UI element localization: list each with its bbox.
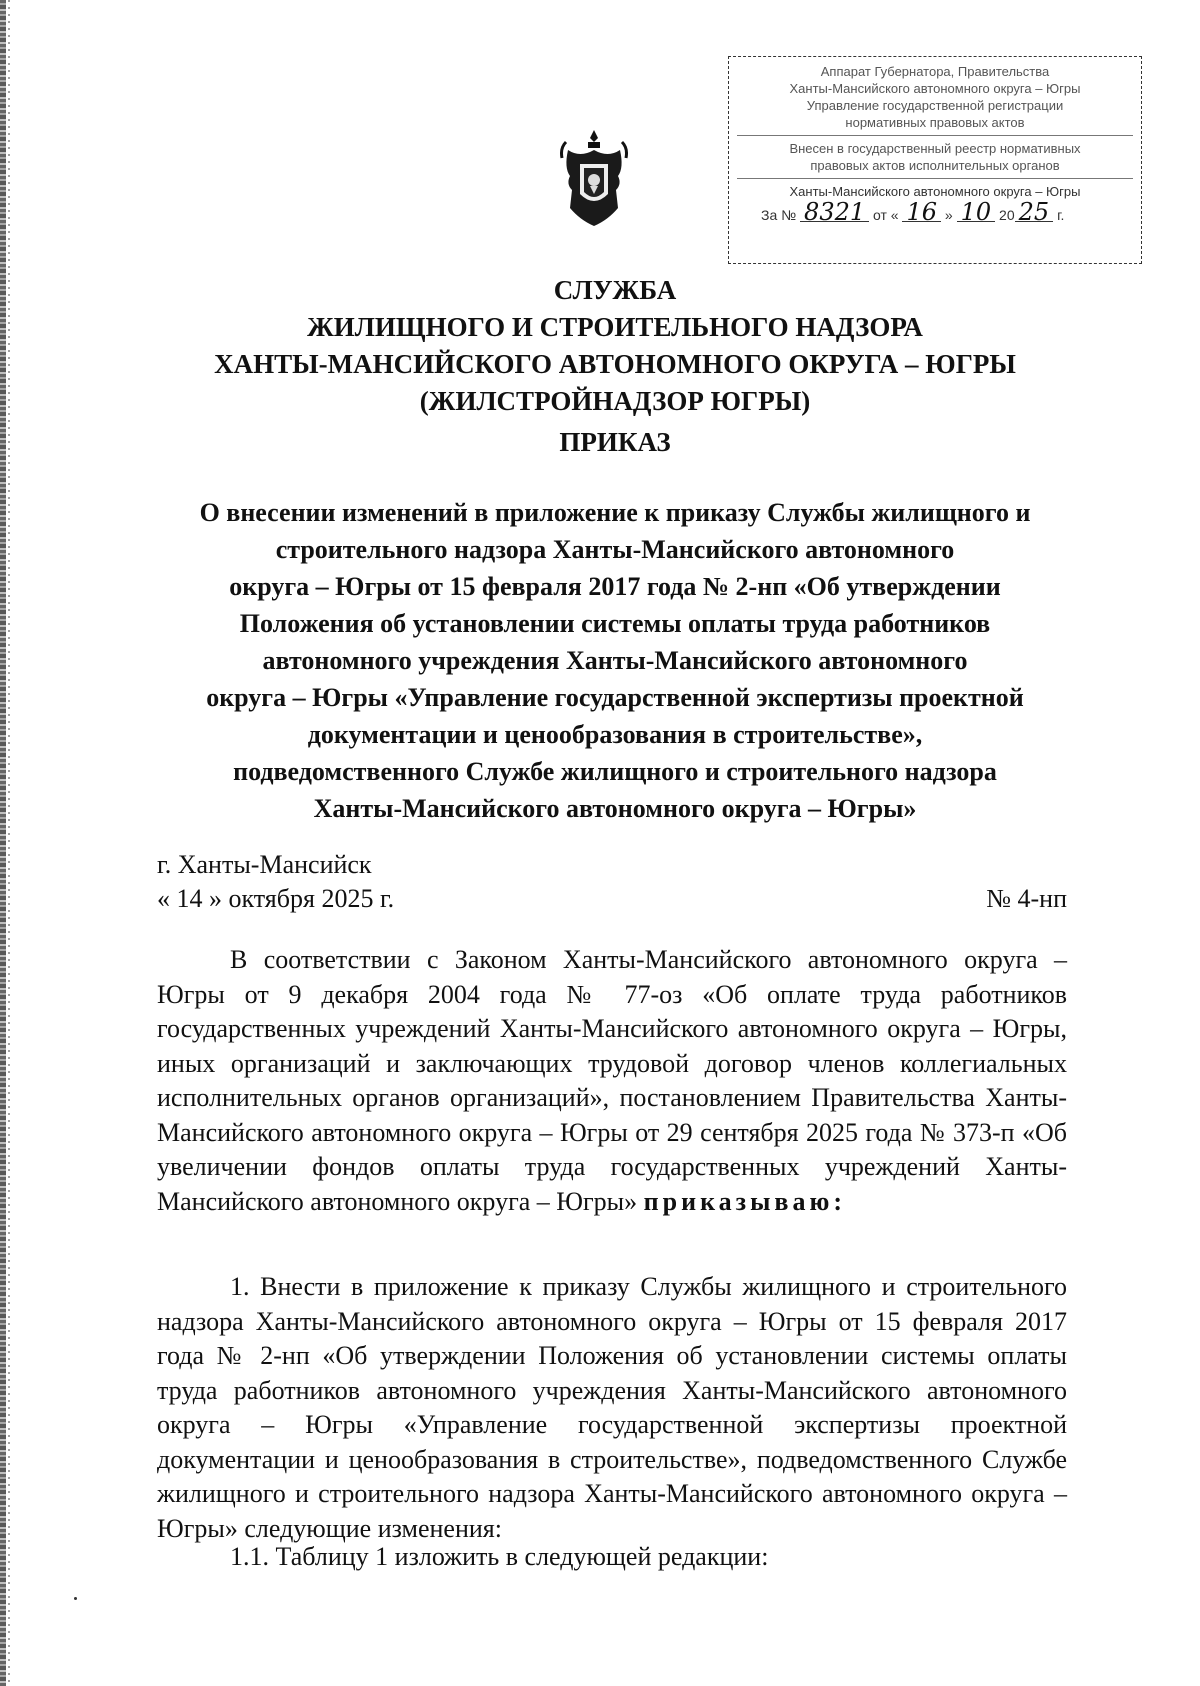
place-of-issue: г. Ханты-Мансийск (157, 850, 372, 879)
stamp-divider (737, 135, 1133, 136)
registration-stamp (728, 56, 1142, 264)
subject-line: Ханты-Мансийского автономного округа – Югры» (313, 794, 917, 823)
reg-month: 10 (957, 204, 996, 222)
date-number-line (157, 884, 1067, 914)
header-line: (ЖИЛСТРОЙНАДЗОР ЮГРЫ) (419, 386, 811, 416)
stamp-line: правовых актов исполнительных органов (810, 158, 1060, 173)
subject-line: подведомственного Службе жилищного и строительного надзора (233, 757, 997, 786)
subject-line: Положения об установлении системы оплаты труда работников (239, 609, 991, 638)
reg-from-label: от « (873, 207, 899, 223)
reg-month-sep: » (944, 207, 953, 223)
reg-year: 25 (1015, 204, 1054, 222)
command-word: приказываю: (643, 1186, 846, 1216)
body-paragraph-item-1: 1. Внести в приложение к приказу Службы жилищного и строительного надзора Ханты-Мансийского автономного округа – Югры от 15 февраля 2017 года № 2-нп «Об утверждении Положения об установлении системы оплаты труда работников автономного учреждения Ханты-Мансийского автономного округа – Югры «Управление государственной экспертизы проектной документации и ценообразования в строительстве», подведомственного Службе жилищного и строительного надзора Ханты-Мансийского автономного округа – Югры» следующие изменения: (157, 1272, 1067, 1543)
subject-line: документации и ценообразования в строительстве», (307, 720, 923, 749)
body-paragraph-preamble (157, 943, 1067, 1219)
stamp-line: Аппарат Губернатора, Правительства (820, 64, 1050, 79)
reg-year-prefix: 20 (999, 207, 1015, 223)
subject-line: строительного надзора Ханты-Мансийского автономного (275, 535, 955, 564)
reg-day: 16 (902, 204, 941, 222)
coat-of-arms-icon (560, 128, 628, 228)
scan-edge-marks (8, 0, 10, 1686)
header-line: ХАНТЫ-МАНСИЙСКОГО АВТОНОМНОГО ОКРУГА – ЮГРЫ (214, 349, 1016, 379)
body-paragraph-item-1-1: 1.1. Таблицу 1 изложить в следующей редакции: (230, 1542, 769, 1571)
stamp-line: Внесен в государственный реестр нормативных (789, 141, 1081, 156)
order-number: № 4-нп (986, 884, 1067, 913)
stamp-line: Ханты-Мансийского автономного округа – Югры (789, 184, 1081, 199)
preamble-text: В соответствии с Законом Ханты-Мансийского автономного округа – Югры от 9 декабря 2004 года № 77-оз «Об оплате труда работников государственных учреждений Ханты-Мансийского автономного округа – Югры, иных организаций и заключающих трудовой договор членов коллегиальных исполнительных органов организаций», постановлением Правительства Ханты-Мансийского автономного округа – Югры от 29 сентября 2025 года № 373-п «Об увеличении фондов оплаты труда государственных учреждений Ханты-Мансийского автономного округа – Югры» (157, 945, 1067, 1216)
subject-line: округа – Югры от 15 февраля 2017 года № 2-нп «Об утверждении (229, 572, 1001, 601)
order-subject (140, 494, 1090, 827)
reg-number: 8321 (800, 204, 869, 222)
agency-header (140, 272, 1090, 420)
subject-line: автономного учреждения Ханты-Мансийского автономного (262, 646, 968, 675)
order-date: « 14 » октября 2025 г. (157, 884, 395, 913)
stamp-registration-line (737, 198, 1133, 226)
header-line: СЛУЖБА (553, 275, 677, 305)
subject-line: О внесении изменений в приложение к приказу Службы жилищного и (199, 498, 1031, 527)
stamp-line: Управление государственной регистрации (806, 98, 1064, 113)
document-type-title: ПРИКАЗ (559, 427, 671, 457)
reg-prefix: За № (761, 207, 797, 223)
stamp-line: Ханты-Мансийского автономного округа – Югры (789, 81, 1081, 96)
stamp-line: нормативных правовых актов (845, 115, 1025, 130)
stamp-divider (737, 178, 1133, 179)
scan-edge (0, 0, 6, 1686)
header-line: ЖИЛИЩНОГО И СТРОИТЕЛЬНОГО НАДЗОРА (307, 312, 923, 342)
scan-speck (74, 1597, 77, 1600)
subject-line: округа – Югры «Управление государственной экспертизы проектной (206, 683, 1024, 712)
reg-year-end: г. (1057, 207, 1065, 223)
